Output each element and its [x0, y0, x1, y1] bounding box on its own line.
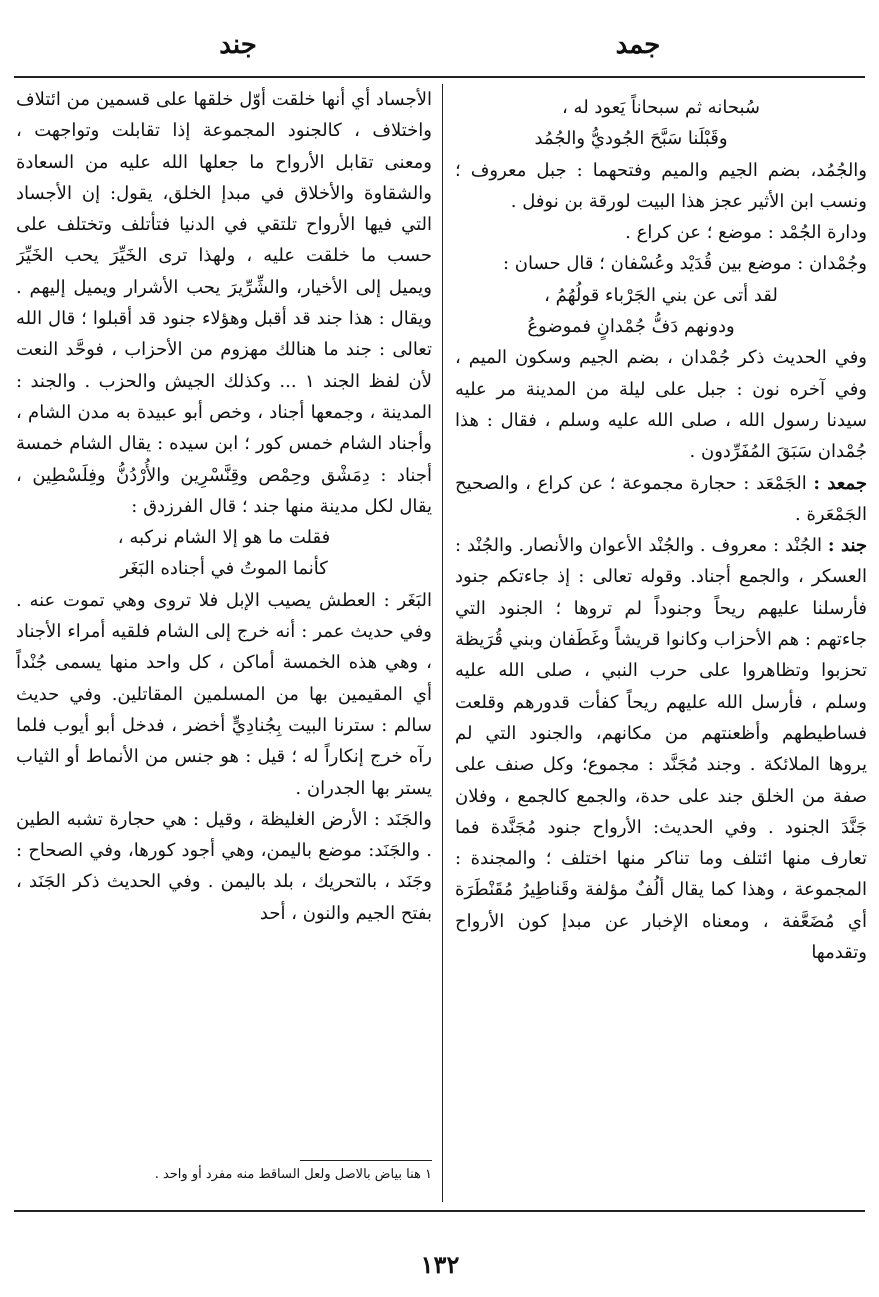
verse-line: ودونهم دَفُّ جُمْدانٍ فموضوعُ — [527, 316, 735, 338]
entry-jund — [455, 530, 867, 968]
right-column — [455, 92, 867, 1190]
entry-headword: جند : — [827, 535, 867, 557]
entry-text: الجُنْد : معروف . والجُنْد الأعوان والأنصار. والجُنْد : العسكر ، والجمع أجناد. وقوله تعالى : إذ جاءتكم جنود فأرسلنا عليهم ريحاً وجنوداً لم تروها ؛ الجنود التي جاءتهم : هم الأحزاب وكانوا قريشاً وغَطَفان وبني قُرَيظة تحزبوا وتظاهروا على حرب النبي ، صلى الله عليه وسلم ، فأرسل الله عليهم ريحاً كفأت قدورهم وقلعت فساطيطهم وأظعنتهم من مكانهم، والجنود التي لم يروها الملائكة . وجند مُجَنَّد : مجموع؛ وكل صنف على صفة من الخلق جند على حدة، والجمع كالجمع ، وفلان جَنَّدَ الجنود . وفي الحديث: الأرواح جنود مُجَنَّدة فما تعارف منها ائتلف وما تناكر منها اختلف ؛ والمجندة : المجموعة ، وهذا كما يقال ألُفٌ مؤلفة وقَناطِيرُ مُقَنْطَرَة أي مُضَعَّفة ، ومعناه الإخبار عن مبدإ كون الأرواح وتقدمها — [455, 535, 867, 964]
bottom-rule — [14, 1210, 865, 1212]
paragraph: والجَنَد : الأرض الغليظة ، وقيل : هي حجارة تشبه الطين . والجَنَد: موضع باليمن، وهي أجود كورها، وفي الصحاح : وجَنَد ، بالتحريك ، بلد باليمن . وفي الحديث ذكر الجَنَد ، بفتح الجيم والنون ، أحد — [16, 808, 432, 924]
top-rule — [14, 76, 865, 78]
entry-text: الجَمْعَد : حجارة مجموعة ؛ عن كراع ، والصحيح الجَمْعَرة . — [455, 472, 867, 525]
verse-line: كأنما الموتُ في أجناده البَغَر — [120, 558, 328, 580]
paragraph: والجُمُد، بضم الجيم والميم وفتحهما : جبل معروف ؛ ونسب ابن الأثير عجز هذا البيت لورقة بن نوفل . — [455, 159, 867, 212]
left-column — [16, 84, 432, 1158]
header-left-word: جند — [219, 30, 257, 60]
footnote-rule — [300, 1160, 432, 1161]
page-number: ١٣٢ — [420, 1250, 460, 1279]
footnote: ١ هنا بياض بالاصل ولعل الساقط منه مفرد أو واحد . — [154, 1167, 432, 1182]
verse-line: سُبحانه ثم سبحاناً يَعود له ، — [562, 97, 760, 118]
verse-line: لقد أتى عن بني الجَرْباء قولُهُمُ ، — [544, 284, 778, 306]
paragraph: البَغَر : العطش يصيب الإبل فلا تروى وهي تموت عنه . وفي حديث عمر : أنه خرج إلى الشام فلقيه أمراء الأجناد ، وهي هذه الخمسة أماكن ، كل واحد منها يسمى جُنْداً أي المقيمين بها من المسلمين المقاتلين. وفي حديث سالم : سترنا البيت بِجُنادِيٍّ أخضر ، فدخل أبو أيوب فلما رآه خرج إنكاراً له ؛ قيل : هو جنس من الأنماط أو الثياب يستر بها الجدران . — [16, 589, 432, 799]
column-divider — [442, 84, 443, 1202]
entry-jamad — [455, 468, 867, 531]
entry-headword: جمعد : — [813, 472, 867, 494]
paragraph: الأجساد أي أنها خلقت أوّل خلقها على قسمين من ائتلاف واختلاف ، كالجنود المجموعة إذا تقابلت وتواجهت ، ومعنى تقابل الأرواح ما جعلها الله عليه من السعادة والشقاوة والأخلاق في مبدإ الخلق، يقول: إن الأجساد التي فيها الأرواح تلتقي في الدنيا فتأتلف وتختلف على حسب ما خلقت عليه ، ولهذا ترى الخَيِّرَ يحب الخَيِّرَ ويميل إلى الأخيار، والشِّرِّيرَ يحب الأشرار ويميل إليهم . ويقال : هذا جند قد أقبل وهؤلاء جنود قد أقبلوا ؛ قال الله تعالى : جند ما هنالك مهزوم من الأحزاب ، فوحَّد النعت لأن لفظ الجند ١ ... وكذلك الجيش والحزب . والجند : المدينة ، وجمعها أجناد ، وخص أبو عبيدة به مدن الشام ، وأجناد الشام خمس كور ؛ ابن سيده : يقال الشام خمسة أجناد : دِمَشْق وحِمْص وقِنَّسْرِين والأُرْدُنُّ وفِلَسْطِين ، يقال لكل مدينة منها جند ؛ قال الفرزدق : — [16, 89, 432, 517]
paragraph: وفي الحديث ذكر جُمْدان ، بضم الجيم وسكون الميم ، وفي آخره نون : جبل على ليلة من المدينة مر عليه سيدنا رسول الله ، صلى الله عليه وسلم ، فقال : هذا جُمْدان سَبَقَ المُفَرِّدون . — [455, 347, 867, 463]
verse-line: وقَبْلَنا سَبَّحَ الجُوديُّ والجُمُد — [534, 128, 728, 150]
header-right-word: جمد — [615, 30, 661, 60]
verse-line: فقلت ما هو إلا الشام نركبه ، — [117, 527, 331, 549]
paragraph: وجُمْدان : موضع بين قُدَيْد وعُسْفان ؛ قال حسان : — [502, 253, 867, 275]
paragraph: ودارة الجُمْد : موضع ؛ عن كراع . — [625, 222, 867, 244]
